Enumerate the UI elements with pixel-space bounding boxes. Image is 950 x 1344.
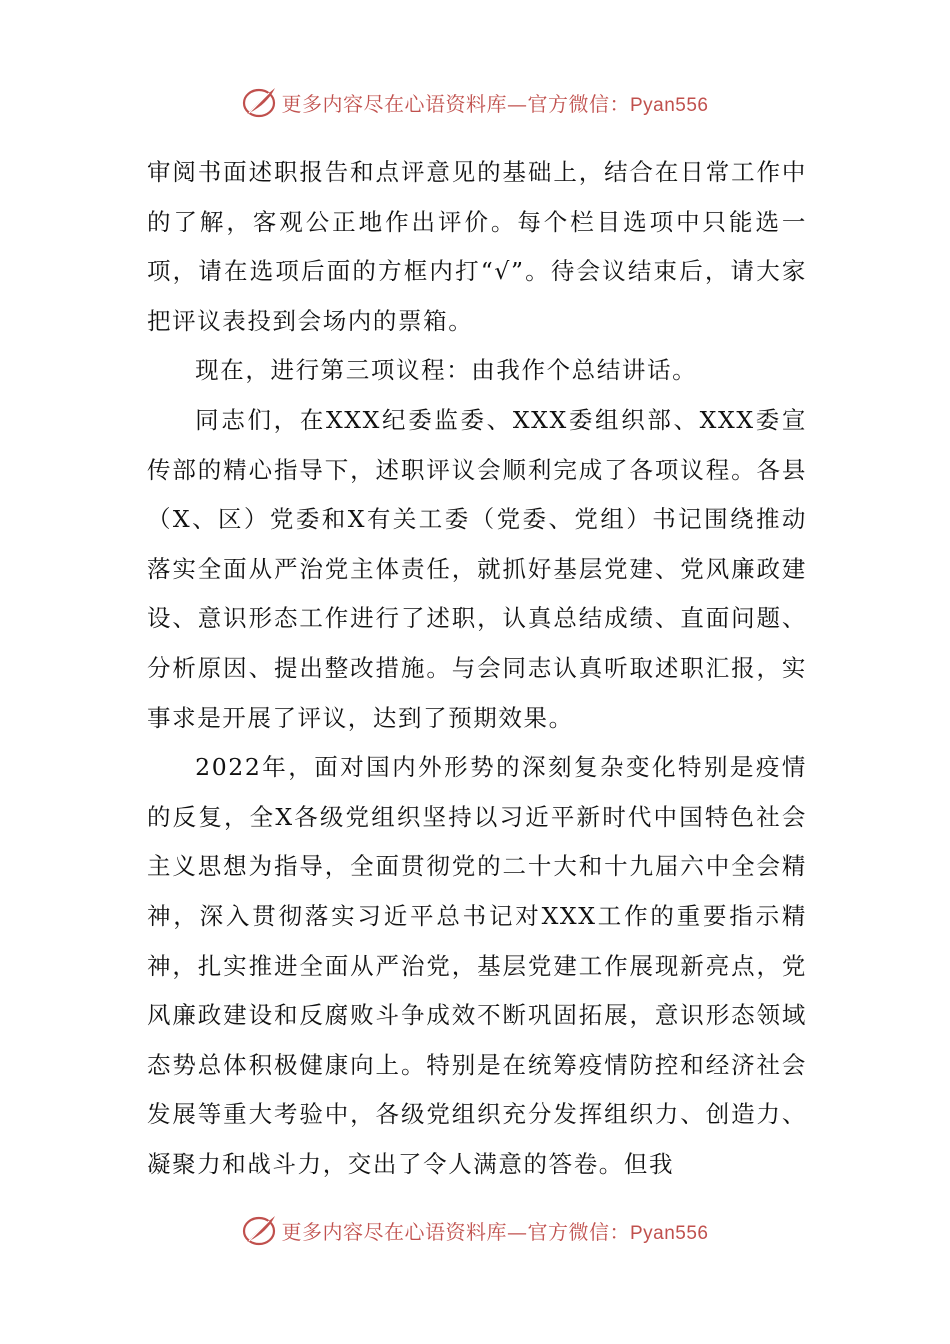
feather-pen-logo-icon bbox=[241, 1212, 279, 1248]
banner-slogan: 更多内容尽在心语资料库—官方微信： bbox=[281, 1219, 630, 1244]
feather-pen-logo-icon bbox=[241, 84, 279, 120]
footer-banner bbox=[0, 1210, 950, 1250]
document-body bbox=[147, 148, 807, 1189]
banner-wechat-id: Pyan556 bbox=[629, 1222, 709, 1244]
paragraph: 同志们，在XXX纪委监委、XXX委组织部、XXX委宣传部的精心指导下，述职评议会顺利完成了各项议程。各县（X、区）党委和X有关工委（党委、党组）书记围绕推动落实全面从严治党主体责任，就抓好基层党建、党风廉政建设、意识形态工作进行了述职，认真总结成绩、直面问题、分析原因、提出整改措施。与会同志认真听取述职汇报，实事求是开展了评议，达到了预期效果。 bbox=[147, 405, 807, 732]
header-banner bbox=[0, 82, 950, 122]
banner-text bbox=[281, 1216, 708, 1245]
paragraph: 2022年，面对国内外形势的深刻复杂变化特别是疫情的反复，全X各级党组织坚持以习近平新时代中国特色社会主义思想为指导，全面贯彻党的二十大和十九届六中全会精神，深入贯彻落实习近平总书记对XXX工作的重要指示精神，扎实推进全面从严治党，基层党建工作展现新亮点，党风廉政建设和反腐败斗争成效不断巩固拓展，意识形态领域态势总体积极健康向上。特别是在统筹疫情防控和经济社会发展等重大考验中，各级党组织充分发挥组织力、创造力、凝聚力和战斗力，交出了令人满意的答卷。但我 bbox=[147, 753, 807, 1178]
banner-slogan: 更多内容尽在心语资料库—官方微信： bbox=[281, 91, 630, 116]
paragraph: 现在，进行第三项议程：由我作个总结讲话。 bbox=[195, 356, 698, 385]
banner-wechat-id: Pyan556 bbox=[629, 94, 709, 116]
paragraph: 审阅书面述职报告和点评意见的基础上，结合在日常工作中的了解，客观公正地作出评价。每个栏目选项中只能选一项，请在选项后面的方框内打“√”。待会议结束后，请大家把评议表投到会场内的票箱。 bbox=[147, 158, 807, 335]
banner-text bbox=[281, 88, 708, 117]
